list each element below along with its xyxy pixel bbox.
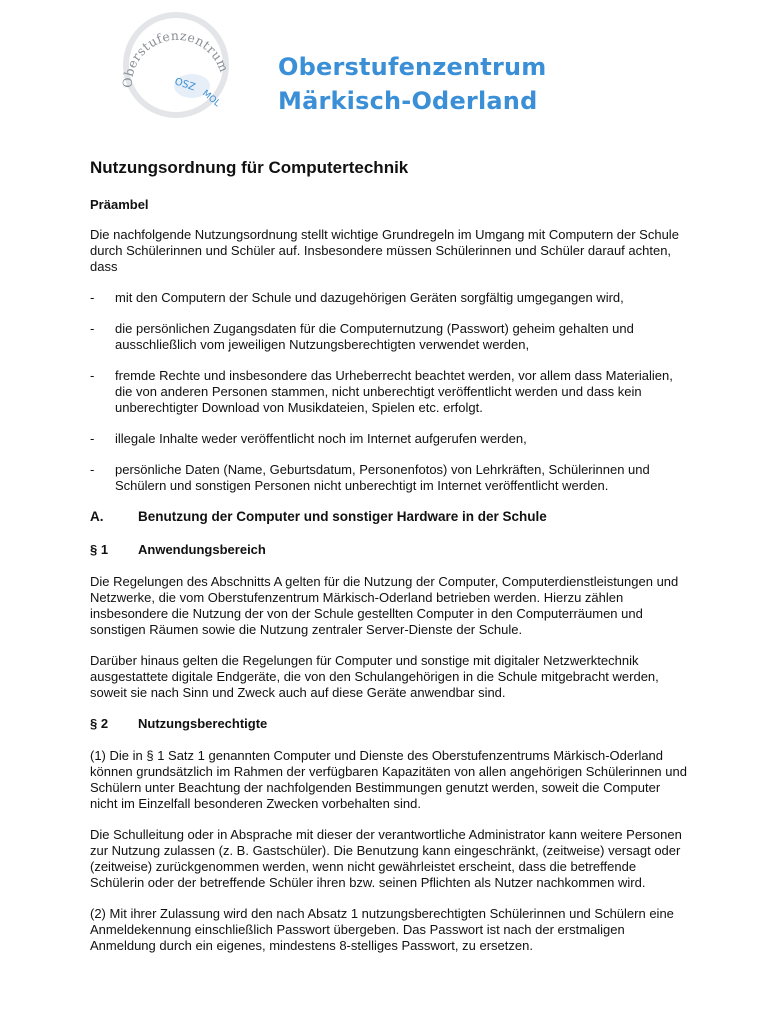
list-item-text: mit den Computern der Schule und dazugehörigen Geräten sorgfältig umgegangen wird, xyxy=(115,290,624,305)
logo-graphic xyxy=(118,10,238,120)
school-name-line2: Märkisch-Oderland xyxy=(278,87,538,115)
paragraph-number: § 1 xyxy=(90,542,109,557)
section-a-heading xyxy=(90,509,690,525)
list-item xyxy=(90,290,690,306)
list-item xyxy=(90,462,690,494)
document-title: Nutzungsordnung für Computertechnik xyxy=(90,158,409,177)
list-item xyxy=(90,368,690,416)
bullet-dash: - xyxy=(90,462,95,477)
school-name xyxy=(278,50,546,118)
paragraph-1-text-2: Darüber hinaus gelten die Regelungen für Computer und sonstige mit digitaler Netzwerktechnik ausgestattete digitale Endgeräte, die von den Schulangehörigen in die Schule mitgebracht werden, soweit sie nach Sinn und Zweck auch auf diese Geräte anwendbar sind. xyxy=(90,653,659,700)
list-item-text: persönliche Daten (Name, Geburtsdatum, Personenfotos) von Lehrkräften, Schülerinnen und Schülern und sonstigen Personen nicht unberechtigt im Internet veröffentlicht werden. xyxy=(115,462,650,493)
paragraph-number: § 2 xyxy=(90,716,109,731)
section-title: Benutzung der Computer und sonstiger Hardware in der Schule xyxy=(138,509,547,524)
list-item-text: fremde Rechte und insbesondere das Urheberrecht beachtet werden, vor allem dass Materialien, die von anderen Personen stammen, nicht unberechtigt veröffentlicht werden und dass kein unberechtigter Download von Musikdateien, Spielen etc. erfolgt. xyxy=(115,368,673,415)
section-number: A. xyxy=(90,509,104,524)
list-item-text: die persönlichen Zugangsdaten für die Computernutzung (Passwort) geheim gehalten und ausschließlich vom jeweiligen Nutzungsberechtigten verwendet werden, xyxy=(115,321,634,352)
preamble-intro: Die nachfolgende Nutzungsordnung stellt wichtige Grundregeln im Umgang mit Computern der Schule durch Schülerinnen und Schüler auf. Insbesondere müssen Schülerinnen und Schüler darauf achten, dass xyxy=(90,227,679,274)
paragraph-title: Anwendungsbereich xyxy=(138,542,266,557)
preamble-heading: Präambel xyxy=(90,197,149,212)
logo-badge-mol: MOL xyxy=(200,88,222,110)
bullet-dash: - xyxy=(90,290,95,305)
paragraph-2-text-3: (2) Mit ihrer Zulassung wird den nach Absatz 1 nutzungsberechtigten Schülerinnen und Schülern eine Anmeldekennung einschließlich Passwort übergeben. Das Passwort ist nach der erstmaligen Anmeldung durch ein eigenes, mindestens 8-stelliges Passwort, zu ersetzen. xyxy=(90,906,674,953)
paragraph-1-text-1: Die Regelungen des Abschnitts A gelten für die Nutzung der Computer, Computerdienstleistungen und Netzwerke, die vom Oberstufenzentrum Märkisch-Oderland betrieben werden. Hierzu zählen insbesondere die Nutzung der von der Schule gestellten Computer in den Computerräumen und sonstigen Räumen sowie die Nutzung zentraler Server-Dienste der Schule. xyxy=(90,574,679,637)
logo-badge-osz: OSZ xyxy=(173,76,197,94)
logo-ring-text: Oberstufenzentrum xyxy=(119,27,233,89)
bullet-dash: - xyxy=(90,368,95,383)
document-body xyxy=(90,158,690,969)
bullet-dash: - xyxy=(90,431,95,446)
bullet-dash: - xyxy=(90,321,95,336)
school-name-line1: Oberstufenzentrum xyxy=(278,53,547,81)
list-item xyxy=(90,431,690,447)
list-item xyxy=(90,321,690,353)
paragraph-2-heading xyxy=(90,716,690,732)
preamble-list xyxy=(90,290,690,494)
paragraph-2-text-1: (1) Die in § 1 Satz 1 genannten Computer und Dienste des Oberstufenzentrums Märkisch-Oderland können grundsätzlich im Rahmen der verfügbaren Kapazitäten von allen angehörigen Schülerinnen und Schülern unter Beachtung der nachfolgenden Bestimmungen genutzt werden, soweit die Computer nicht im Einzelfall besonderen Zwecken vorbehalten sind. xyxy=(90,748,687,811)
paragraph-1-heading xyxy=(90,542,690,558)
list-item-text: illegale Inhalte weder veröffentlicht noch im Internet aufgerufen werden, xyxy=(115,431,527,446)
paragraph-2-text-2: Die Schulleitung oder in Absprache mit dieser der verantwortliche Administrator kann weitere Personen zur Nutzung zulassen (z. B. Gastschüler). Die Benutzung kann eingeschränkt, (zeitweise) versagt oder (zeitweise) zurückgenommen werden, wenn nicht gewährleistet erscheint, dass die betreffende Schülerin oder der betreffende Schüler ihren bzw. seinen Pflichten als Nutzer nachkommen wird. xyxy=(90,827,682,890)
paragraph-title: Nutzungsberechtigte xyxy=(138,716,268,731)
school-logo xyxy=(118,10,238,120)
